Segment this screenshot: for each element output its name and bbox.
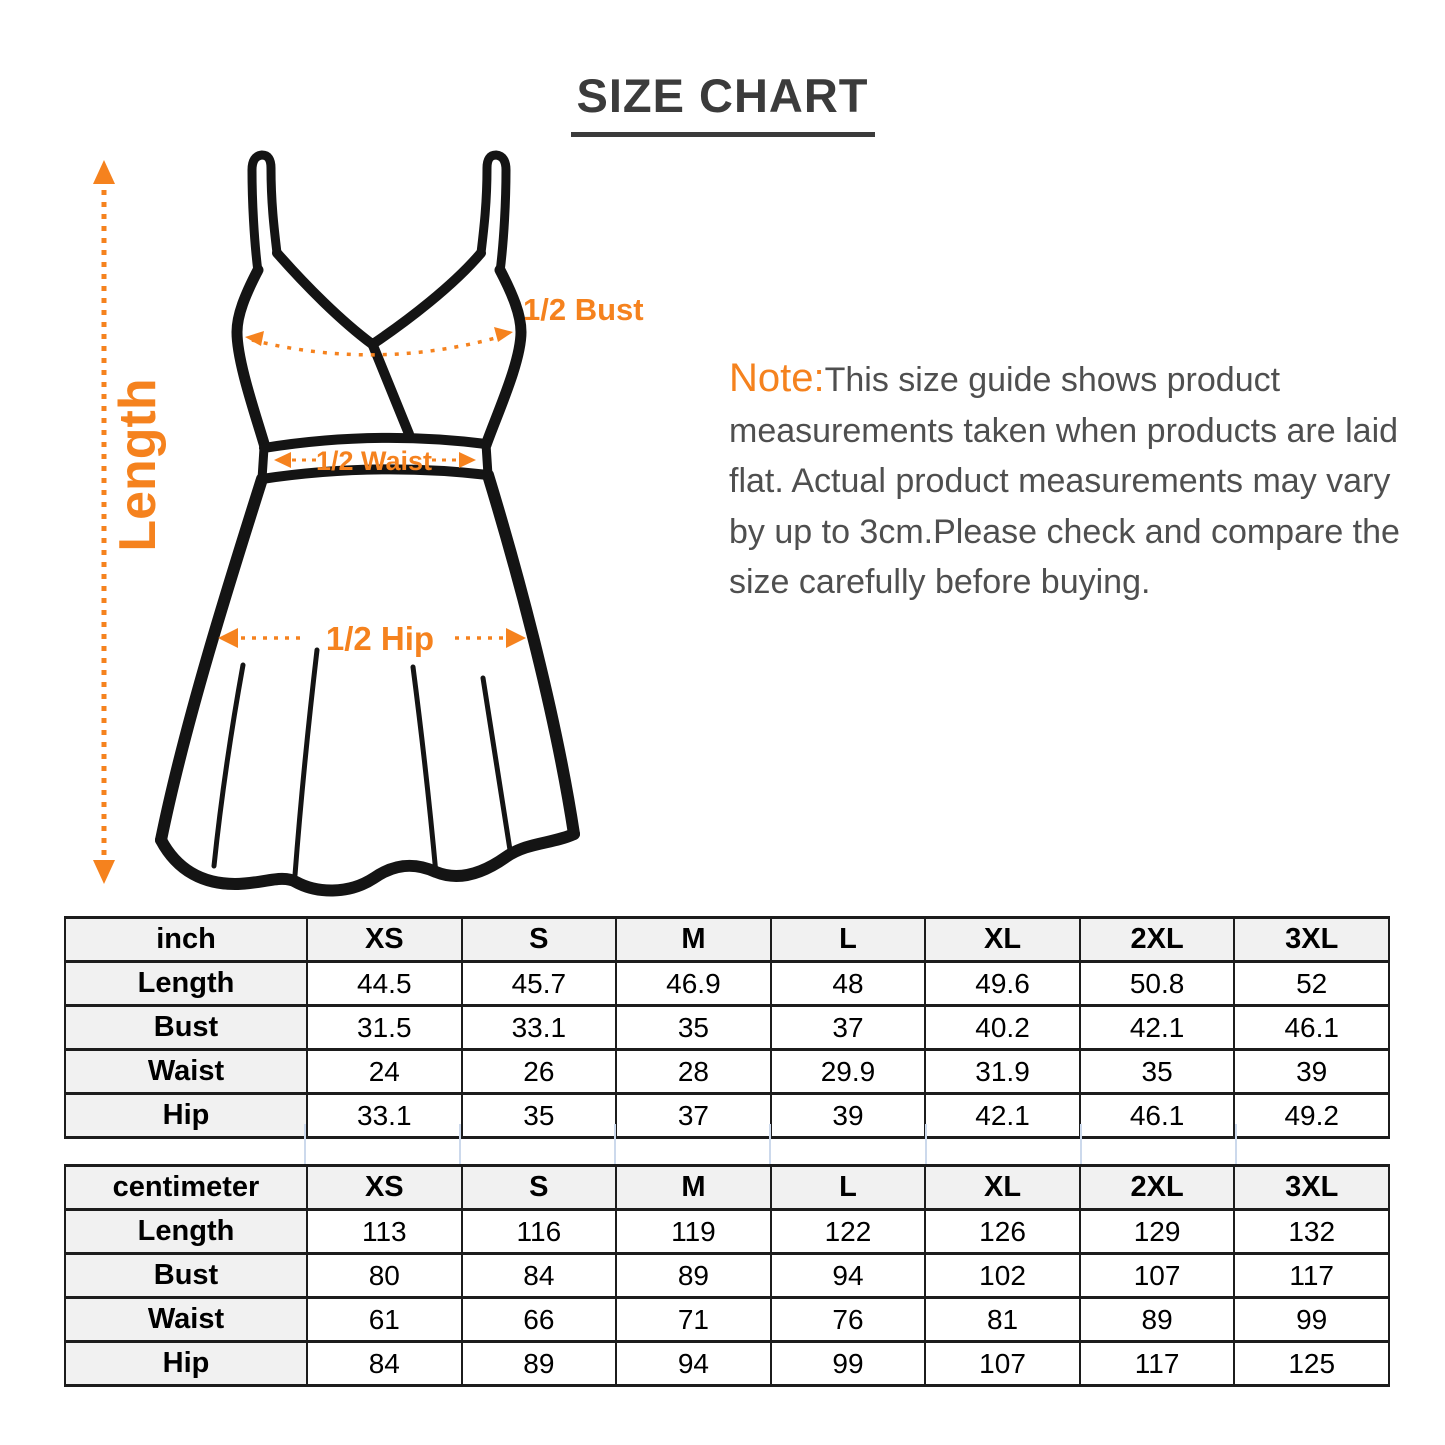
measurement-label: Waist — [65, 1298, 307, 1342]
table-gap-gridlines — [64, 1124, 1390, 1164]
measurement-value: 33.1 — [462, 1006, 617, 1050]
size-header: 2XL — [1080, 918, 1235, 962]
measurement-value: 46.1 — [1234, 1006, 1389, 1050]
page-title: SIZE CHART — [571, 68, 875, 137]
unit-header: inch — [65, 918, 307, 962]
inch-table-section — [64, 916, 1390, 1139]
size-header: M — [616, 1166, 771, 1210]
hip-label: 1/2 Hip — [325, 620, 435, 657]
measurement-value: 28 — [616, 1050, 771, 1094]
measurement-value: 46.1 — [1080, 1094, 1235, 1138]
size-header: M — [616, 918, 771, 962]
measurement-value: 48 — [771, 962, 926, 1006]
table-row — [65, 1210, 1389, 1254]
measurement-value: 46.9 — [616, 962, 771, 1006]
size-header: 2XL — [1080, 1166, 1235, 1210]
size-header: XL — [925, 1166, 1080, 1210]
gap-cell — [927, 1124, 1082, 1164]
size-header: L — [771, 1166, 926, 1210]
measurement-value: 39 — [771, 1094, 926, 1138]
measurement-value: 39 — [1234, 1050, 1389, 1094]
measurement-value: 37 — [771, 1006, 926, 1050]
measurement-value: 107 — [925, 1342, 1080, 1386]
gap-cell — [461, 1124, 616, 1164]
size-header: XL — [925, 918, 1080, 962]
table-row — [65, 1006, 1389, 1050]
measurement-value: 129 — [1080, 1210, 1235, 1254]
measurement-value: 42.1 — [1080, 1006, 1235, 1050]
note-text — [729, 355, 1405, 608]
measurement-value: 52 — [1234, 962, 1389, 1006]
measurement-value: 125 — [1234, 1342, 1389, 1386]
gap-cell — [1237, 1124, 1390, 1164]
measurement-value: 117 — [1080, 1342, 1235, 1386]
measurement-value: 116 — [462, 1210, 617, 1254]
measurement-value: 89 — [616, 1254, 771, 1298]
measurement-value: 49.2 — [1234, 1094, 1389, 1138]
measurement-value: 119 — [616, 1210, 771, 1254]
measurement-value: 76 — [771, 1298, 926, 1342]
dress-outline — [161, 155, 574, 891]
size-header: XS — [307, 918, 462, 962]
table-row — [65, 1298, 1389, 1342]
measurement-value: 81 — [925, 1298, 1080, 1342]
measurement-value: 84 — [462, 1254, 617, 1298]
size-header: L — [771, 918, 926, 962]
measurement-value: 26 — [462, 1050, 617, 1094]
gap-cell — [616, 1124, 771, 1164]
measurement-label: Hip — [65, 1094, 307, 1138]
measurement-value: 45.7 — [462, 962, 617, 1006]
gap-cell — [1082, 1124, 1237, 1164]
measurement-value: 35 — [462, 1094, 617, 1138]
measurement-value: 44.5 — [307, 962, 462, 1006]
measurement-value: 61 — [307, 1298, 462, 1342]
measurement-value: 42.1 — [925, 1094, 1080, 1138]
waist-label: 1/2 Waist — [315, 446, 433, 476]
measurement-value: 89 — [1080, 1298, 1235, 1342]
measurement-value: 122 — [771, 1210, 926, 1254]
measurement-value: 31.9 — [925, 1050, 1080, 1094]
gap-cell — [306, 1124, 461, 1164]
header-row — [65, 1166, 1389, 1210]
gap-cell — [64, 1124, 306, 1164]
measurement-value: 126 — [925, 1210, 1080, 1254]
header-row — [65, 918, 1389, 962]
note-body: This size guide shows product measurements taken when products are laid flat. Actual product measurements may vary by up to 3cm.Please check and compare the size carefully before buying. — [729, 361, 1400, 601]
size-header: S — [462, 1166, 617, 1210]
measurement-value: 29.9 — [771, 1050, 926, 1094]
note-label: Note: — [729, 356, 825, 400]
size-header: 3XL — [1234, 1166, 1389, 1210]
size-header: 3XL — [1234, 918, 1389, 962]
gap-cell — [771, 1124, 926, 1164]
measurement-value: 71 — [616, 1298, 771, 1342]
measurement-value: 117 — [1234, 1254, 1389, 1298]
measurement-value: 66 — [462, 1298, 617, 1342]
measurement-value: 99 — [1234, 1298, 1389, 1342]
unit-header: centimeter — [65, 1166, 307, 1210]
measurement-value: 24 — [307, 1050, 462, 1094]
measurement-value: 94 — [771, 1254, 926, 1298]
measurement-value: 80 — [307, 1254, 462, 1298]
measurement-label: Length — [65, 962, 307, 1006]
measurement-value: 37 — [616, 1094, 771, 1138]
table-row — [65, 1342, 1389, 1386]
measurement-value: 107 — [1080, 1254, 1235, 1298]
measurement-value: 40.2 — [925, 1006, 1080, 1050]
table-row — [65, 962, 1389, 1006]
measurement-label: Bust — [65, 1006, 307, 1050]
size-table-centimeter — [64, 1164, 1390, 1387]
measurement-value: 50.8 — [1080, 962, 1235, 1006]
measurement-value: 132 — [1234, 1210, 1389, 1254]
measurement-value: 84 — [307, 1342, 462, 1386]
table-row — [65, 1050, 1389, 1094]
measurement-label: Length — [65, 1210, 307, 1254]
size-header: S — [462, 918, 617, 962]
measurement-value: 94 — [616, 1342, 771, 1386]
measurement-value: 99 — [771, 1342, 926, 1386]
measurement-value: 35 — [616, 1006, 771, 1050]
measurement-value: 89 — [462, 1342, 617, 1386]
measurement-value: 33.1 — [307, 1094, 462, 1138]
size-table-inch — [64, 916, 1390, 1139]
table-row — [65, 1254, 1389, 1298]
measurement-label: Hip — [65, 1342, 307, 1386]
measurement-label: Waist — [65, 1050, 307, 1094]
measurement-value: 49.6 — [925, 962, 1080, 1006]
measurement-value: 31.5 — [307, 1006, 462, 1050]
centimeter-table-section — [64, 1164, 1390, 1387]
measurement-value: 113 — [307, 1210, 462, 1254]
measurement-value: 102 — [925, 1254, 1080, 1298]
length-label: Length — [109, 378, 167, 552]
measurement-value: 35 — [1080, 1050, 1235, 1094]
measurement-label: Bust — [65, 1254, 307, 1298]
size-header: XS — [307, 1166, 462, 1210]
bust-label: 1/2 Bust — [523, 292, 644, 327]
